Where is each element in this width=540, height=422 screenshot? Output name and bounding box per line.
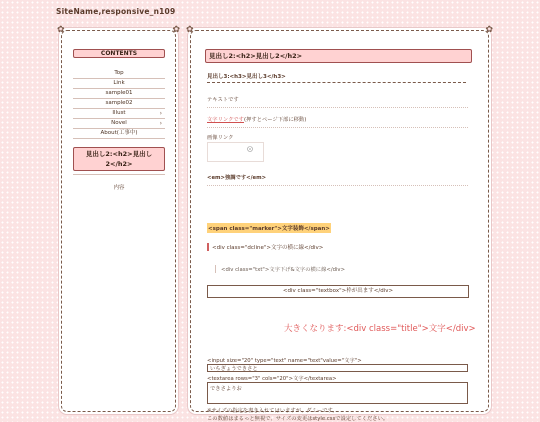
sidebar-item-link[interactable] xyxy=(73,79,165,89)
sidebar-item-label: Novel xyxy=(111,120,127,126)
flower-icon xyxy=(244,144,256,156)
big-title-sample: 大きくなります:<div class="title">文字</div> xyxy=(284,324,476,334)
size-note: ※サイズの指定を書き入れてはいますが、ダミーです。 xyxy=(207,408,338,414)
em-text: <em>強調です</em> xyxy=(207,175,267,181)
sidebar-content-text: 内容 xyxy=(113,185,125,191)
divider xyxy=(73,174,165,175)
link-row xyxy=(207,115,468,128)
sidebar-item-sample01[interactable] xyxy=(73,89,165,99)
textbox-sample: <div class="textbox">枠が出ます</div> xyxy=(207,285,469,298)
lace-ornament-icon: ✿ xyxy=(485,25,493,35)
em-sample xyxy=(207,173,468,186)
logo-image xyxy=(244,144,256,158)
dcline-sample: <div class="dcline">文字の横に線</div> xyxy=(207,243,462,251)
marker-sample: <span class="marker">文字装飾</span> xyxy=(207,223,331,233)
contents-title: CONTENTS xyxy=(73,49,165,58)
textarea-field[interactable]: できさよりお xyxy=(207,382,468,404)
sidebar-item-sample02[interactable] xyxy=(73,99,165,109)
sidebar-item-label: sample02 xyxy=(105,100,133,106)
page-heading-h3: 見出し3:<h3>見出し3</h3> xyxy=(207,72,466,83)
text-input[interactable]: いちぎょうできさと xyxy=(207,364,468,372)
input-label: <input size="20" type="text" name="text"value="文字"> xyxy=(207,358,362,364)
sidebar-item-label: About(工事中) xyxy=(100,130,138,136)
sidebar-item-label: Link xyxy=(113,80,125,86)
chevron-right-icon: › xyxy=(159,120,162,127)
txt-sample: <div class="txt">文字下げ&文字の横に線</div> xyxy=(215,265,471,273)
lace-ornament-icon: ✿ xyxy=(57,25,65,35)
sidebar-item-label: Illust xyxy=(112,110,126,116)
page-heading-h2: 見出し2:<h2>見出し2</h2> xyxy=(205,49,472,63)
lace-ornament-icon: ✿ xyxy=(172,25,180,35)
image-link[interactable] xyxy=(207,142,264,162)
text-link[interactable]: 文字リンクです xyxy=(207,117,244,123)
sidebar-item-illust[interactable] xyxy=(73,109,165,119)
sidebar-item-label: Top xyxy=(114,70,124,76)
site-name[interactable]: SiteName,responsive_n109 xyxy=(56,7,176,16)
sidebar-nav xyxy=(73,69,165,139)
main-content xyxy=(186,25,493,422)
size-note-2: この数値はまるっと無視で、サイズの変更はstyle.cssで設定してください。 xyxy=(207,416,389,422)
sidebar-item-top[interactable] xyxy=(73,69,165,79)
sidebar-item-novel[interactable] xyxy=(73,119,165,129)
sidebar xyxy=(57,25,180,412)
sidebar-item-about[interactable] xyxy=(73,129,165,139)
text-label: テキストです xyxy=(207,97,239,103)
text-sample xyxy=(207,95,468,108)
sidebar-item-label: sample01 xyxy=(105,90,133,96)
sidebar-heading: 見出し2:<h2>見出し2</h2> xyxy=(73,147,165,171)
link-note: (押すとページ下部に移動) xyxy=(243,117,307,123)
lace-ornament-icon: ✿ xyxy=(186,25,194,35)
image-link-label: 画像リンク xyxy=(207,135,234,141)
textarea-label: <textarea rows="3" cols="20">文字</textarea> xyxy=(207,376,337,382)
chevron-right-icon: › xyxy=(159,110,162,117)
